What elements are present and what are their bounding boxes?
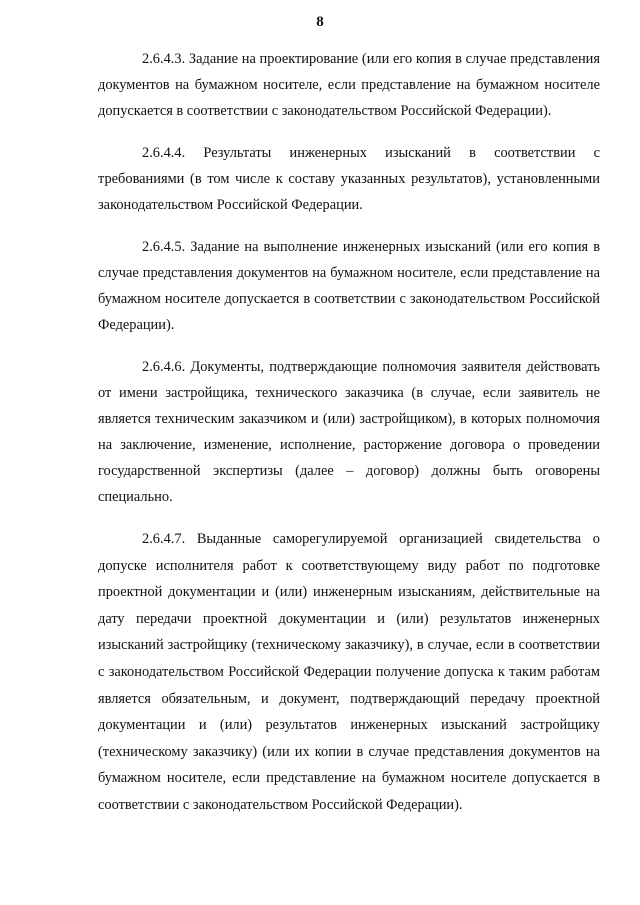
paragraph-2-6-4-5: 2.6.4.5. Задание на выполнение инженерных изысканий (или его копия в случае представления документов на бумажном носителе, если представление на бумажном носителе допускается в соответствии с законодательством Российской Федерации). bbox=[98, 239, 600, 333]
paragraph-2-6-4-6: 2.6.4.6. Документы, подтверждающие полномочия заявителя действовать от имени застройщика, технического заказчика (в случае, если заявитель не является техническим заказчиком и (или) застройщиком), в которых полномочия на заключение, изменение, исполнение, расторжение договора о проведении государственной экспертизы (далее – договор) должны быть оговорены специально. bbox=[98, 359, 600, 505]
paragraph-2-6-4-4: 2.6.4.4. Результаты инженерных изысканий в соответствии с требованиями (в том числе к составу указанных результатов), установленными законодательством Российской Федерации. bbox=[98, 145, 600, 213]
paragraph-2-6-4-7: 2.6.4.7. Выданные саморегулируемой организацией свидетельства о допуске исполнителя работ к соответствующему виду работ по подготовке проектной документации и (или) инженерным изысканиям, действительные на дату передачи проектной документации и (или) результатов инженерных изысканий застройщику (техническому заказчику), в случае, если в соответствии с законодательством Российской Федерации получение допуска к таким работам является обязательным, и документ, подтверждающий передачу проектной документации и (или) результатов инженерных изысканий застройщику (техническому заказчику) (или их копии в случае представления документов на бумажном носителе, если представление на бумажном носителе допускается в соответствии с законодательством Российской Федерации). bbox=[98, 531, 600, 813]
paragraph-2-6-4-3: 2.6.4.3. Задание на проектирование (или его копия в случае представления документов на бумажном носителе, если представление на бумажном носителе допускается в соответствии с законодательством Российской Федерации). bbox=[98, 51, 600, 119]
page-number: 8 bbox=[316, 14, 324, 30]
document-body bbox=[98, 46, 600, 835]
